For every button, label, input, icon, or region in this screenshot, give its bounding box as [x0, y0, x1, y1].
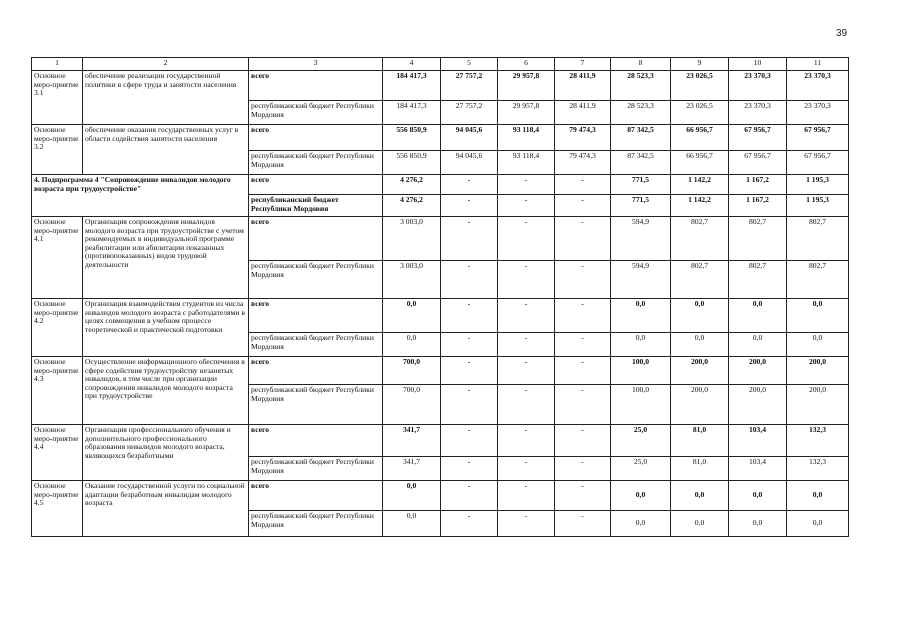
- value-cell: 100,0: [611, 385, 671, 425]
- value-cell: 28 523,3: [611, 101, 671, 125]
- funding-label-budget: республиканский бюджет Республики Мордовия: [249, 101, 383, 125]
- value-cell: 0,0: [787, 333, 849, 357]
- value-cell: 0,0: [787, 481, 849, 511]
- value-cell: -: [555, 175, 611, 195]
- value-cell: 81,0: [671, 425, 729, 457]
- value-cell: 66 956,7: [671, 125, 729, 151]
- value-cell: -: [555, 457, 611, 481]
- value-cell: 1 142,2: [671, 195, 729, 217]
- value-cell: -: [441, 511, 498, 537]
- value-cell: 0,0: [383, 481, 441, 511]
- value-cell: -: [555, 511, 611, 537]
- value-cell: 200,0: [671, 385, 729, 425]
- value-cell: -: [498, 357, 555, 385]
- value-cell: -: [441, 425, 498, 457]
- value-cell: -: [498, 261, 555, 299]
- value-cell: 0,0: [729, 511, 787, 537]
- value-cell: 67 956,7: [787, 151, 849, 175]
- value-cell: 556 850,9: [383, 151, 441, 175]
- value-cell: 94 045,6: [441, 151, 498, 175]
- value-cell: 594,9: [611, 261, 671, 299]
- value-cell: 0,0: [611, 333, 671, 357]
- measure-name: Основное меро-приятие 3.1: [32, 71, 83, 125]
- page-number: 39: [836, 28, 848, 39]
- value-cell: -: [555, 195, 611, 217]
- value-cell: 27 757,2: [441, 101, 498, 125]
- value-cell: 67 956,7: [729, 125, 787, 151]
- header-cell: 4: [383, 58, 441, 71]
- value-cell: 23 370,3: [787, 101, 849, 125]
- value-cell: -: [555, 261, 611, 299]
- measure-name: Основное меро-приятие 3.2: [32, 125, 83, 175]
- value-cell: 25,0: [611, 425, 671, 457]
- value-cell: 200,0: [729, 385, 787, 425]
- value-cell: 0,0: [383, 299, 441, 333]
- value-cell: 27 757,2: [441, 71, 498, 101]
- value-cell: 23 370,3: [729, 71, 787, 101]
- header-cell: 8: [611, 58, 671, 71]
- measure-total-row: [32, 71, 849, 101]
- funding-label-total: всего: [249, 217, 383, 261]
- value-cell: 103,4: [729, 457, 787, 481]
- measure-total-row: [32, 481, 849, 511]
- value-cell: 200,0: [787, 357, 849, 385]
- value-cell: 1 195,3: [787, 195, 849, 217]
- measure-name: Основное меро-приятие 4.2: [32, 299, 83, 357]
- value-cell: 0,0: [383, 511, 441, 537]
- value-cell: 132,3: [787, 457, 849, 481]
- measure-description: Оказание государственной услуги по социальной адаптации безработным инвалидам молодого возраста: [83, 481, 249, 537]
- value-cell: -: [441, 333, 498, 357]
- value-cell: 132,3: [787, 425, 849, 457]
- funding-label-total: всего: [249, 71, 383, 101]
- value-cell: -: [498, 385, 555, 425]
- header-cell: 6: [498, 58, 555, 71]
- value-cell: -: [441, 457, 498, 481]
- value-cell: 341,7: [383, 457, 441, 481]
- value-cell: 93 118,4: [498, 151, 555, 175]
- value-cell: -: [441, 299, 498, 333]
- value-cell: 200,0: [729, 357, 787, 385]
- value-cell: -: [441, 357, 498, 385]
- value-cell: -: [555, 385, 611, 425]
- value-cell: -: [441, 261, 498, 299]
- value-cell: -: [441, 385, 498, 425]
- value-cell: -: [498, 457, 555, 481]
- value-cell: -: [555, 217, 611, 261]
- value-cell: -: [555, 299, 611, 333]
- value-cell: -: [498, 195, 555, 217]
- measure-total-row: [32, 357, 849, 385]
- header-cell: 10: [729, 58, 787, 71]
- funding-label-budget: республиканский бюджет Республики Мордовия: [249, 151, 383, 175]
- value-cell: -: [555, 481, 611, 511]
- value-cell: 802,7: [787, 217, 849, 261]
- value-cell: 93 118,4: [498, 125, 555, 151]
- value-cell: 28 523,3: [611, 71, 671, 101]
- value-cell: 87 342,5: [611, 125, 671, 151]
- value-cell: 23 370,3: [787, 71, 849, 101]
- value-cell: -: [498, 333, 555, 357]
- value-cell: 79 474,3: [555, 125, 611, 151]
- value-cell: 700,0: [383, 357, 441, 385]
- value-cell: 4 276,2: [383, 195, 441, 217]
- value-cell: 184 417,3: [383, 71, 441, 101]
- value-cell: 67 956,7: [729, 151, 787, 175]
- value-cell: 0,0: [729, 299, 787, 333]
- measure-name: Основное меро-приятие 4.1: [32, 217, 83, 299]
- value-cell: 3 003,0: [383, 217, 441, 261]
- funding-label-total: всего: [249, 425, 383, 457]
- value-cell: 0,0: [787, 299, 849, 333]
- value-cell: 87 342,5: [611, 151, 671, 175]
- value-cell: 1 167,2: [729, 175, 787, 195]
- funding-label-total: всего: [249, 299, 383, 333]
- header-cell: 2: [83, 58, 249, 71]
- funding-label-budget: республиканский бюджет Республики Мордовия: [249, 333, 383, 357]
- measure-total-row: [32, 425, 849, 457]
- value-cell: 771,5: [611, 175, 671, 195]
- funding-label-budget: республиканский бюджет Республики Мордовия: [249, 385, 383, 425]
- value-cell: 3 003,0: [383, 261, 441, 299]
- value-cell: 28 411,9: [555, 71, 611, 101]
- value-cell: 29 957,8: [498, 71, 555, 101]
- measure-description: Организация сопровождения инвалидов молодого возраста при трудоустройстве с учетом рекомендуемых в индивидуальной программе реабилитации или абилитации показанных (противопоказанных) видов трудовой деятельности: [83, 217, 249, 299]
- value-cell: 0,0: [729, 333, 787, 357]
- value-cell: 4 276,2: [383, 175, 441, 195]
- value-cell: 25,0: [611, 457, 671, 481]
- value-cell: 0,0: [611, 299, 671, 333]
- value-cell: -: [498, 481, 555, 511]
- measure-total-row: [32, 299, 849, 333]
- value-cell: -: [555, 425, 611, 457]
- funding-label-total: всего: [249, 481, 383, 511]
- value-cell: 0,0: [611, 481, 671, 511]
- value-cell: 802,7: [729, 217, 787, 261]
- funding-label-total: всего: [249, 175, 383, 195]
- budget-table: [31, 57, 849, 537]
- subprogram-title: 4. Подпрограмма 4 "Сопровождение инвалидов молодого возраста при трудоустройстве": [32, 175, 249, 217]
- measure-description: обеспечение оказания государственных услуг в области содействия занятости населения: [83, 125, 249, 175]
- header-cell: 9: [671, 58, 729, 71]
- header-cell: 7: [555, 58, 611, 71]
- value-cell: 0,0: [729, 481, 787, 511]
- value-cell: -: [441, 175, 498, 195]
- value-cell: 23 370,3: [729, 101, 787, 125]
- funding-label-budget: республиканский бюджет Республики Мордовия: [249, 261, 383, 299]
- value-cell: 0,0: [787, 511, 849, 537]
- value-cell: -: [441, 195, 498, 217]
- measure-name: Основное меро-приятие 4.5: [32, 481, 83, 537]
- value-cell: 0,0: [671, 333, 729, 357]
- header-cell: 5: [441, 58, 498, 71]
- value-cell: -: [498, 511, 555, 537]
- value-cell: 802,7: [729, 261, 787, 299]
- value-cell: 81,0: [671, 457, 729, 481]
- header-cell: 3: [249, 58, 383, 71]
- value-cell: 802,7: [787, 261, 849, 299]
- measure-description: Организация взаимодействия студентов из числа инвалидов молодого возраста с работодателями в целях совмещения в учебном процессе теоретической и практической подготовки: [83, 299, 249, 357]
- value-cell: 700,0: [383, 385, 441, 425]
- value-cell: -: [498, 425, 555, 457]
- value-cell: 0,0: [671, 481, 729, 511]
- funding-label-total: всего: [249, 125, 383, 151]
- value-cell: -: [555, 333, 611, 357]
- measure-total-row: [32, 125, 849, 151]
- measure-description: обеспечение реализации государственной политики в сфере труда и занятости населения: [83, 71, 249, 125]
- value-cell: 23 026,5: [671, 71, 729, 101]
- value-cell: -: [498, 217, 555, 261]
- value-cell: 771,5: [611, 195, 671, 217]
- value-cell: 0,0: [383, 333, 441, 357]
- measure-total-row: [32, 217, 849, 261]
- funding-label-budget: республиканский бюджет Республики Мордовия: [249, 511, 383, 537]
- funding-label-total: всего: [249, 357, 383, 385]
- value-cell: 94 045,6: [441, 125, 498, 151]
- funding-label-budget: республиканский бюджет Республики Мордовия: [249, 195, 383, 217]
- value-cell: -: [498, 299, 555, 333]
- header-row: [32, 58, 849, 71]
- value-cell: 556 850,9: [383, 125, 441, 151]
- value-cell: 1 195,3: [787, 175, 849, 195]
- value-cell: 23 026,5: [671, 101, 729, 125]
- measure-description: Осуществление информационного обеспечения в сфере содействия трудоустройству незанятых инвалидов, в том числе при организации сопровождения инвалидов молодого возраста при трудоустройстве: [83, 357, 249, 425]
- value-cell: 802,7: [671, 261, 729, 299]
- measure-description: Организация профессионального обучения и дополнительного профессионального образования инвалидов молодого возраста, являющихся безработными: [83, 425, 249, 481]
- value-cell: 67 956,7: [787, 125, 849, 151]
- value-cell: 184 417,3: [383, 101, 441, 125]
- value-cell: 0,0: [671, 299, 729, 333]
- value-cell: -: [555, 357, 611, 385]
- value-cell: 79 474,3: [555, 151, 611, 175]
- value-cell: -: [441, 217, 498, 261]
- value-cell: 1 142,2: [671, 175, 729, 195]
- value-cell: 100,0: [611, 357, 671, 385]
- measure-name: Основное меро-приятие 4.3: [32, 357, 83, 425]
- value-cell: 1 167,2: [729, 195, 787, 217]
- header-cell: 1: [32, 58, 83, 71]
- value-cell: 200,0: [671, 357, 729, 385]
- value-cell: 802,7: [671, 217, 729, 261]
- value-cell: -: [498, 175, 555, 195]
- measure-name: Основное меро-приятие 4.4: [32, 425, 83, 481]
- value-cell: 341,7: [383, 425, 441, 457]
- value-cell: 29 957,8: [498, 101, 555, 125]
- funding-label-budget: республиканский бюджет Республики Мордовия: [249, 457, 383, 481]
- value-cell: 0,0: [611, 511, 671, 537]
- value-cell: -: [441, 481, 498, 511]
- value-cell: 0,0: [671, 511, 729, 537]
- value-cell: 66 956,7: [671, 151, 729, 175]
- value-cell: 103,4: [729, 425, 787, 457]
- value-cell: 28 411,9: [555, 101, 611, 125]
- value-cell: 594,9: [611, 217, 671, 261]
- header-cell: 11: [787, 58, 849, 71]
- value-cell: 200,0: [787, 385, 849, 425]
- subprogram-total-row: [32, 175, 849, 195]
